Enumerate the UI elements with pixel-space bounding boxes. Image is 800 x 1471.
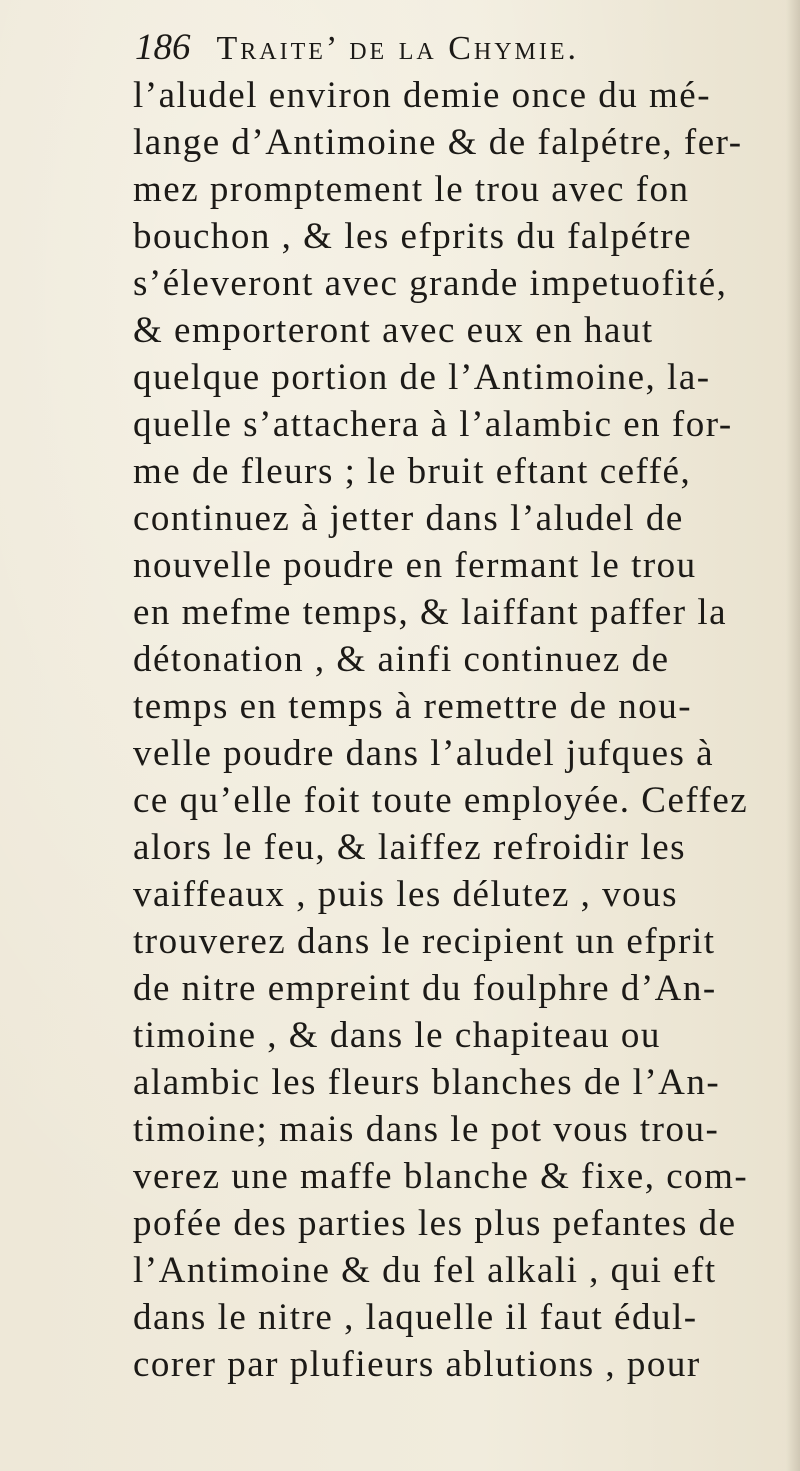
text-line: alambic les fleurs blanches de l’An- [133,1062,721,1103]
text-line: timoine; mais dans le pot vous trou- [133,1109,720,1150]
text-line: de nitre empreint du foulphre d’An- [133,968,717,1009]
text-line: temps en temps à remettre de nou- [133,686,693,727]
text-line: timoine , & dans le chapiteau ou [133,1015,661,1056]
page-number: 186 [135,27,191,68]
text-line: détonation , & ainfi continuez de [133,639,670,680]
running-head: Traite’ de la Chymie. [216,30,580,67]
text-line: me de fleurs ; le bruit eftant ceffé, [133,451,692,492]
text-line: vaiffeaux , puis les délutez , vous [133,874,679,915]
text-line: nouvelle poudre en fermant le trou [133,545,697,586]
page-header [135,26,775,72]
text-line: alors le feu, & laiffez refroidir les [133,827,687,868]
text-line: velle poudre dans l’aludel jufques à [133,733,715,774]
text-line: bouchon , & les efprits du falpétre [133,216,693,257]
text-line: en mefme temps, & laiffant paffer la [133,592,728,633]
text-line: dans le nitre , laquelle il faut édul- [133,1297,698,1338]
text-line: & emporteront avec eux en haut [133,310,654,351]
text-line: mez promptement le trou avec fon [133,169,690,210]
body-text [133,72,793,1388]
text-line: quelque portion de l’Antimoine, la- [133,357,711,398]
text-line: verez une maffe blanche & fixe, com- [133,1156,749,1197]
text-line: lange d’Antimoine & de falpétre, fer- [133,122,743,163]
text-line: quelle s’attachera à l’alambic en for- [133,404,733,445]
text-line: l’Antimoine & du fel alkali , qui eft [133,1250,717,1291]
text-line: continuez à jetter dans l’aludel de [133,498,684,539]
text-line: corer par plufieurs ablutions , pour [133,1344,701,1385]
text-line: l’aludel environ demie once du mé- [133,75,712,116]
text-line: s’éleveront avec grande impetuofité, [133,263,728,304]
text-line: ce qu’elle foit toute employée. Ceffez [133,780,749,821]
text-line: pofée des parties les plus pefantes de [133,1203,737,1244]
text-line: trouverez dans le recipient un efprit [133,921,716,962]
